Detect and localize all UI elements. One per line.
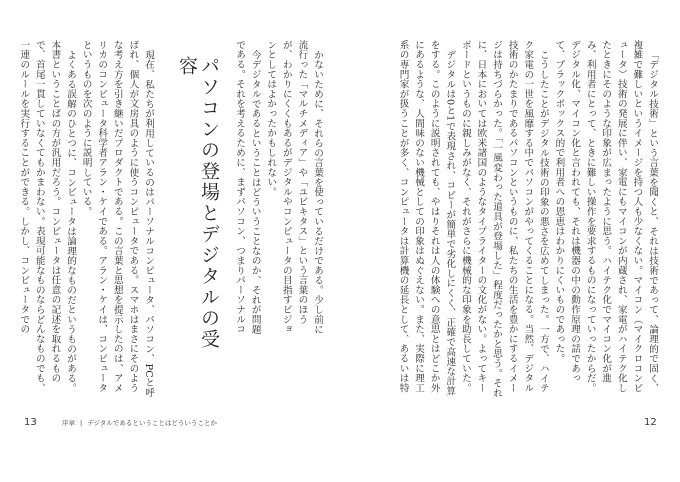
left-page-lower-text <box>14 40 156 400</box>
running-header <box>62 418 217 427</box>
left-page-upper-text <box>230 40 325 340</box>
right-page-paragraph-1: 「デジタル技術」という言葉を聞くと、それは技術であって、論理的で固く、複雑で難しいというイメージを持つ人も少なくない。マイコン（マイクロコンピュータ）技術の発展に伴い、家電にもマイコンが内蔵され、家電がハイテク化したときにそのような印象が広まったように思う。ハイテク化でマイコン化が進み、利用者にとって、ときに難しい操作を要求するものになっていったからだ。デジタル化、マイコン化と言われても、それは機器の中の動作原理の話であって、ブラックボックス的で利用者への恩恵はわかりにくいものであった。 <box>553 40 658 393</box>
section-heading: パソコンの登場とデジタルの受容 <box>176 56 220 350</box>
right-page-text <box>398 40 660 400</box>
right-page <box>340 0 680 482</box>
left-page-paragraph-3: 現在、私たちが利用しているのはパーソナルコンピュータ、パソコン、PCと呼ばれ、個人が文房具のように使うコンピュータである。スマホはまさにそのような考え方を引き継いだプロダクトである。この言葉と思想を提示したのは、アメリカのコンピュータ科学者アラン・ケイである。アラン・ケイは、コンピュータというものを次のように説明している。 <box>80 40 154 397</box>
right-page-paragraph-3: デジタルは0と1で表現され、コピーが簡単で劣化しにくく、正確で高速な計算をする。このように説明されても、やはりそれは人の体験への意思とはどこか外にあるような、人間味のない機械としての印象はぬぐえない。また、実際に理工系の専門家が扱うことが多く、コンピュータは計算機の延長として、あるいは特 <box>398 40 456 396</box>
left-page-paragraph-1: かないために、それらの言葉を使っているだけである。少し前に流行った「マルチメディア」や「ユビキタス」という言葉のほうが、わかりにくくもあるがデジタルやコンピュータの目指すビジョンとしてはよかったかもしれない。 <box>265 40 323 334</box>
left-page-paragraph-2: 今デジタルであるということはどういうことなのか、それが問題である。それを考えるために、まずパソコン、つまりパーソナルコ <box>234 40 261 334</box>
running-header-chapter: 序章 <box>62 419 75 427</box>
right-page-paragraph-2: こうしたことがデジタル技術の印象の悪さを広めてしまった。一方で、ハイテク家電の一世を風靡する中でパソコンがやってくることになる。当然、デジタル技術のかたまりであるパソコンというものに、私たちの生活を豊かにするイメージは持ちづらかった。「一風変わった道具が登場した」程度だったかと思う。それに、日本においては欧米諸国のようなタイプライターの文化がない。よってキーボードというものに親しみがなく、それがさらに機械的な印象を助長していた。 <box>459 40 549 398</box>
running-header-separator: | <box>80 419 83 427</box>
page-number-left: 13 <box>24 417 37 428</box>
page-number-right: 12 <box>644 417 657 428</box>
left-page-paragraph-4: よくある誤解のひとつに、コンピュータは論理的なものだというものがある。本書ということばの方が汎用だろう。コンピュータは任意の記述を取れるもので、首尾一貫していなくてもかまわない。表現可能なものならどんなものでも、一連のルールを実行することができる。しかし、コンピュータでの <box>18 40 77 393</box>
running-header-title: デジタルであるということはどういうことか <box>87 419 217 427</box>
